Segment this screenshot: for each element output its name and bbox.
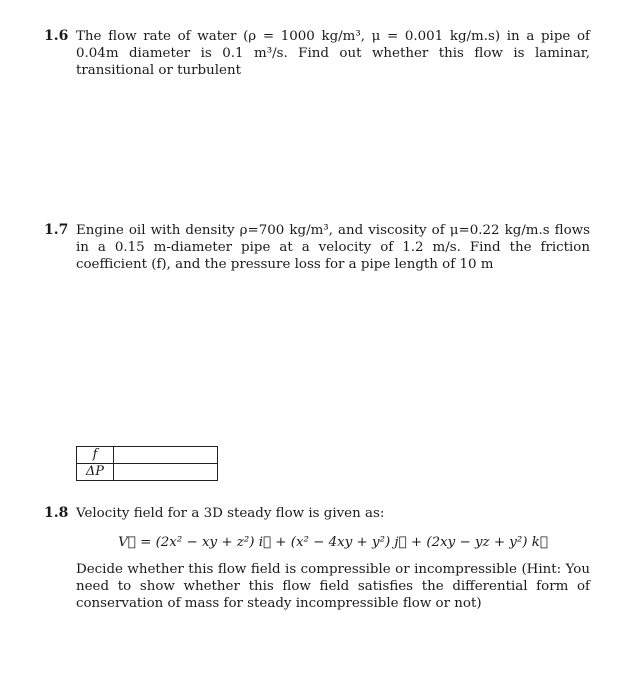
friction-coefficient-label: f bbox=[77, 447, 114, 464]
problem-1-8 bbox=[44, 505, 590, 612]
pressure-loss-answer-cell bbox=[114, 464, 218, 481]
problem-number: 1.7 bbox=[44, 222, 69, 238]
problem-question: Decide whether this flow field is compressible or incompressible (Hint: You need to show whether this flow field satisfies the differential form of conservation of mass for steady incompressible flow or not) bbox=[76, 562, 590, 611]
problem-1-7 bbox=[44, 222, 590, 273]
velocity-field-equation: V⃗ = (2x² − xy + z²) i⃗ + (x² − 4xy + y²) j⃗ + (2xy − yz + y²) k⃗ bbox=[118, 535, 548, 550]
problem-number: 1.6 bbox=[44, 28, 69, 44]
problem-1-6 bbox=[44, 28, 590, 79]
problem-text: The flow rate of water (ρ = 1000 kg/m³, μ = 0.001 kg/m.s) in a pipe of 0.04m diameter is 0.1 m³/s. Find out whether this flow is laminar, transitional or turbulent bbox=[76, 29, 590, 78]
problem-intro: Velocity field for a 3D steady flow is given as: bbox=[76, 506, 385, 521]
answer-table bbox=[76, 446, 218, 481]
table-row bbox=[77, 464, 218, 481]
table-row bbox=[77, 447, 218, 464]
problem-text: Engine oil with density ρ=700 kg/m³, and viscosity of μ=0.22 kg/m.s flows in a 0.15 m-diameter pipe at a velocity of 1.2 m/s. Find the friction coefficient (f), and the pressure loss for a pipe length of 10 m bbox=[76, 223, 590, 272]
friction-coefficient-answer-cell bbox=[114, 447, 218, 464]
problem-number: 1.8 bbox=[44, 505, 69, 521]
pressure-loss-label: ΔP bbox=[77, 464, 114, 481]
